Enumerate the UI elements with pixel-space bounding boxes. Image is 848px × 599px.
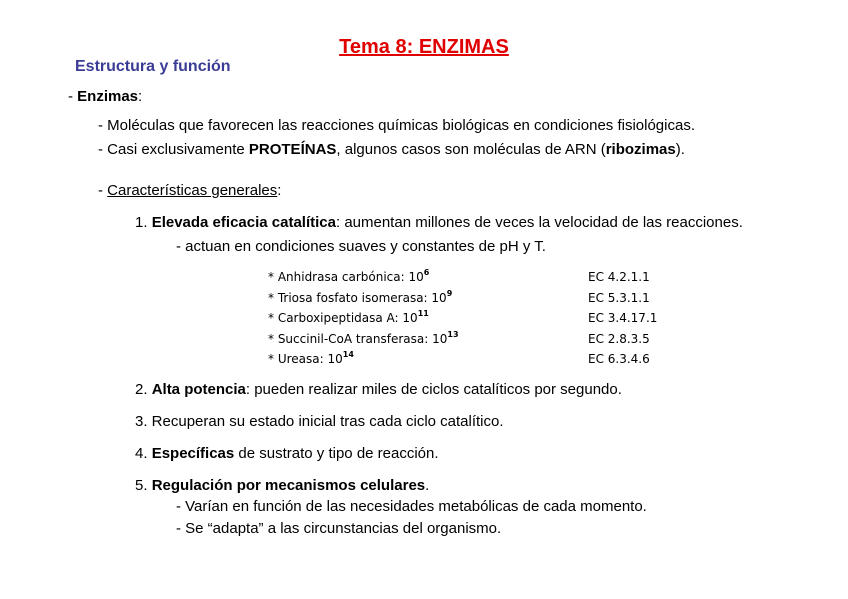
enzyme-row-name: * Ureasa: $10^{14}$ [268,350,354,366]
enzyme-row-name: * Anhidrasa carbónica: $10^6$ [268,268,430,284]
item-4: 4. Específicas de sustrato y tipo de reacción. [135,445,439,462]
item-5: 5. Regulación por mecanismos celulares. [135,477,430,494]
turnover-exponent: 11 [417,309,429,318]
turnover-exponent: 13 [447,329,459,339]
slide-title: Tema 8: ENZIMAS [339,36,509,58]
enzyme-row-ec: EC 3.4.17.1 [588,311,658,325]
turnover-exponent: 6 [423,268,430,277]
slide-subtitle: Estructura y función [75,58,231,75]
composition-line: - Casi exclusivamente PROTEÍNAS, algunos casos son moléculas de ARN (ribozimas). [98,141,685,158]
enzyme-row-name: * Triosa fosfato isomerasa: $10^9$ [268,288,453,305]
enzyme-row-ec: EC 6.3.4.6 [588,352,650,366]
enzyme-row-name: * Carboxipeptidasa A: $10^{11}$ [268,309,429,325]
item-2: 2. Alta potencia: pueden realizar miles de ciclos catalíticos por segundo. [135,381,622,398]
item-1: 1. Elevada eficacia catalítica: aumentan millones de veces la velocidad de las reacciones. [135,214,743,231]
definition-line: - Moléculas que favorecen las reacciones químicas biológicas en condiciones fisiológicas. [98,117,695,134]
enzimas-heading: - Enzimas: [68,88,143,105]
turnover-exponent: 9 [446,288,453,298]
turnover-exponent: 14 [342,350,354,359]
item-5-sub-2: - Se “adapta” a las circunstancias del organismo. [176,520,502,537]
item-1-sub: - actuan en condiciones suaves y constantes de pH y T. [176,238,546,255]
item-5-sub-1: - Varían en función de las necesidades metabólicas de cada momento. [176,498,647,515]
enzyme-row-ec: EC 2.8.3.5 [588,331,650,346]
enzyme-row-name: * Succinil-CoA transferasa: $10^{13}$ [268,329,459,346]
enzyme-row-ec: EC 5.3.1.1 [588,290,650,305]
enzyme-row-ec: EC 4.2.1.1 [588,270,650,284]
item-3: 3. Recuperan su estado inicial tras cada ciclo catalítico. [135,413,504,430]
caracteristicas-heading: - Características generales: [98,182,282,199]
